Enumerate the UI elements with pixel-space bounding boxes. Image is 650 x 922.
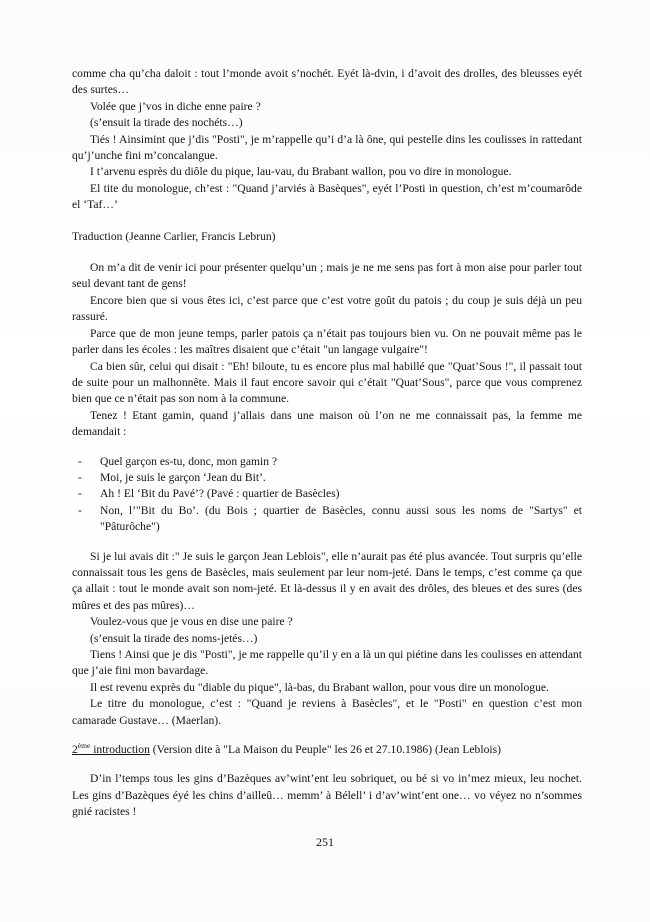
paragraph-top-5: I t’arvenu esprès du diôle du pique, lau-vau, du Brabant wallon, pou vo dire in monologue. bbox=[90, 165, 512, 179]
dialogue-item: - Quel garçon es-tu, donc, mon gamin ? bbox=[72, 454, 582, 470]
second-introduction-heading bbox=[72, 742, 582, 758]
document-body bbox=[72, 66, 582, 821]
paragraph-translation-5: Tenez ! Etant gamin, quand j’allais dans une maison où l’on ne me connaissait pas, la femme me demandait : bbox=[72, 408, 582, 439]
page-number: 251 bbox=[316, 835, 334, 849]
paragraph-top-3: (s’ensuit la tirade des nochéts…) bbox=[90, 116, 243, 130]
spacer bbox=[72, 536, 582, 549]
paragraph-after-list-6: Le titre du monologue, c’est : "Quand je reviens à Basècles", et le "Posti" en question c’est mon camarade Gustave… (Maerlan). bbox=[72, 697, 582, 727]
dialogue-list bbox=[72, 454, 582, 536]
spacer bbox=[72, 245, 582, 260]
intro-number: 2ème introduction bbox=[72, 741, 150, 757]
dialogue-item: - Non, l’"Bit du Bo’. (du Bois ; quartier de Basècles, connu aussi sous les noms de "Sartys" et "Pâturôche") bbox=[72, 503, 582, 536]
paragraph-translation-4: Ca bien sûr, celui qui disait : "Eh! biloute, tu es encore plus mal habillé que "Quat’Sous !", il passait tout de suite pour un malhonnête. Mais il faut encore savoir qui c’était "Quat’Sous", parce que vous comprenez bien que ce n’était pas son nom à la commune. bbox=[72, 359, 582, 406]
intro-rest: (Version dite à "La Maison du Peuple" les 26 et 27.10.1986) (Jean Leblois) bbox=[149, 743, 501, 757]
paragraph-top-2: Volée que j’vos in diche enne paire ? bbox=[90, 99, 261, 113]
paragraph-top-1: comme cha qu’cha daloit : tout l’monde avoit s’nochét. Eyét là-dvin, i d’avoit des drolles, des bleusses eyét des surtes… bbox=[72, 67, 582, 97]
paragraph-after-list-1: Si je lui avais dit :" Je suis le garçon Jean Leblois", elle n’aurait pas été plus avancée. Tout surpris qu’elle connaissait tous les gens de Basècles, mais seulement par leur nom-jeté. Dans le temps, c’est comme ça que ça allait : tout le monde avait son nom-jeté. Et là-dessus il y en avait des drôles, des bleues et des sures (des mûres et des pas mûres)… bbox=[72, 549, 582, 612]
dialogue-item: - Moi, je suis le garçon ‘Jean du Bit’. bbox=[72, 470, 582, 486]
paragraph-top-4: Tiés ! Ainsimint que j’dis "Posti", je m’rappelle qu’i d’a là ône, qui pestelle dins les coulisses in rattedant qu’j’unche fini m’concalangue. bbox=[72, 132, 582, 163]
paragraph-translation-2: Encore bien que si vous êtes ici, c’est parce que c’est votre goût du patois ; du coup je suis déjà un peu rassuré. bbox=[72, 293, 582, 324]
translation-heading: Traduction (Jeanne Carlier, Francis Lebrun) bbox=[72, 229, 276, 243]
spacer bbox=[72, 758, 582, 771]
paragraph-top-6: El tite du monologue, ch’est : "Quand j’arviés à Basèques", eyét l’Posti in question, ch’est m’coumarôde el ‘Taf…’ bbox=[72, 181, 582, 212]
spacer bbox=[72, 729, 582, 742]
paragraph-after-list-2: Voulez-vous que je vous en dise une paire ? bbox=[90, 615, 293, 629]
paragraph-after-list-4: Tiens ! Ainsi que je dis "Posti", je me rappelle qu’il y en a là un qui piétine dans les coulisses en attendant que j’aie fini mon bavardage. bbox=[72, 648, 582, 678]
spacer bbox=[72, 214, 582, 229]
paragraph-translation-3: Parce que de mon jeune temps, parler patois ça n’était pas toujours bien vu. On ne pouvait même pas le parler dans les écoles : les maîtres disaient que c’était "un langage vulgaire"! bbox=[72, 326, 582, 357]
intro-superscript: ème bbox=[77, 741, 91, 751]
spacer bbox=[72, 441, 582, 454]
paragraph-translation-1: On m’a dit de venir ici pour présenter quelqu’un ; mais je ne me sens pas fort à mon aise pour parler tout seul devant tant de gens! bbox=[72, 261, 582, 291]
dialogue-item: - Ah ! El ‘Bit du Pavé’? (Pavé : quartier de Basècles) bbox=[72, 486, 582, 502]
paragraph-after-list-3: (s’ensuit la tirade des noms-jetés…) bbox=[90, 631, 258, 645]
paragraph-final: D’in l’temps tous les gins d’Bazèques av’wint’ent leu sobriquet, ou bé si vo in’mez mieux, leu nochet. Les gins d’Bazèques éyé les chins d’ailleû… memm’ à Bélell’ i d’av’wint’ent one… vo véyez no n’sommes gnié racistes ! bbox=[72, 772, 582, 819]
intro-label: introduction bbox=[90, 743, 150, 757]
paragraph-after-list-5: Il est revenu exprès du "diable du pique", là-bas, du Brabant wallon, pour vous dire un monologue. bbox=[90, 680, 549, 694]
